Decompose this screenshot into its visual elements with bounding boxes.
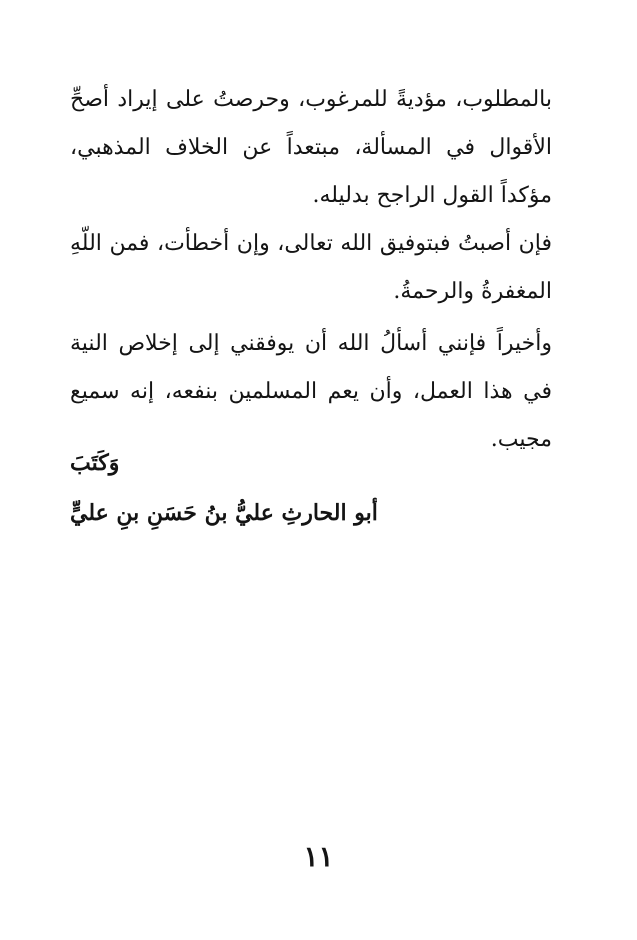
paragraph-intro-continuation: بالمطلوب، مؤديةً للمرغوب، وحرصتُ على إيراد أصحِّ الأقوال في المسألة، مبتعداً عن الخلاف المذهبي، مؤكداً القول الراجح بدليله. [70,87,552,208]
paragraph-closing-prayer: وأخيراً فإنني أسألُ الله أن يوفقني إلى إخلاص النية في هذا العمل، وأن يعم المسلمين بنفعه، إنه سميع مجيب. [70,331,552,452]
paragraph-success-attribution: فإن أصبتُ فبتوفيق الله تعالى، وإن أخطأت، فمن اللّهِ المغفرةُ والرحمةُ. [70,231,552,304]
author-name: أبو الحارثِ عليُّ بنُ حَسَنِ بنِ عليٍّ [70,500,378,526]
page-number: ١١ [303,840,334,873]
signature-label: وَكَتَبَ [70,450,120,476]
